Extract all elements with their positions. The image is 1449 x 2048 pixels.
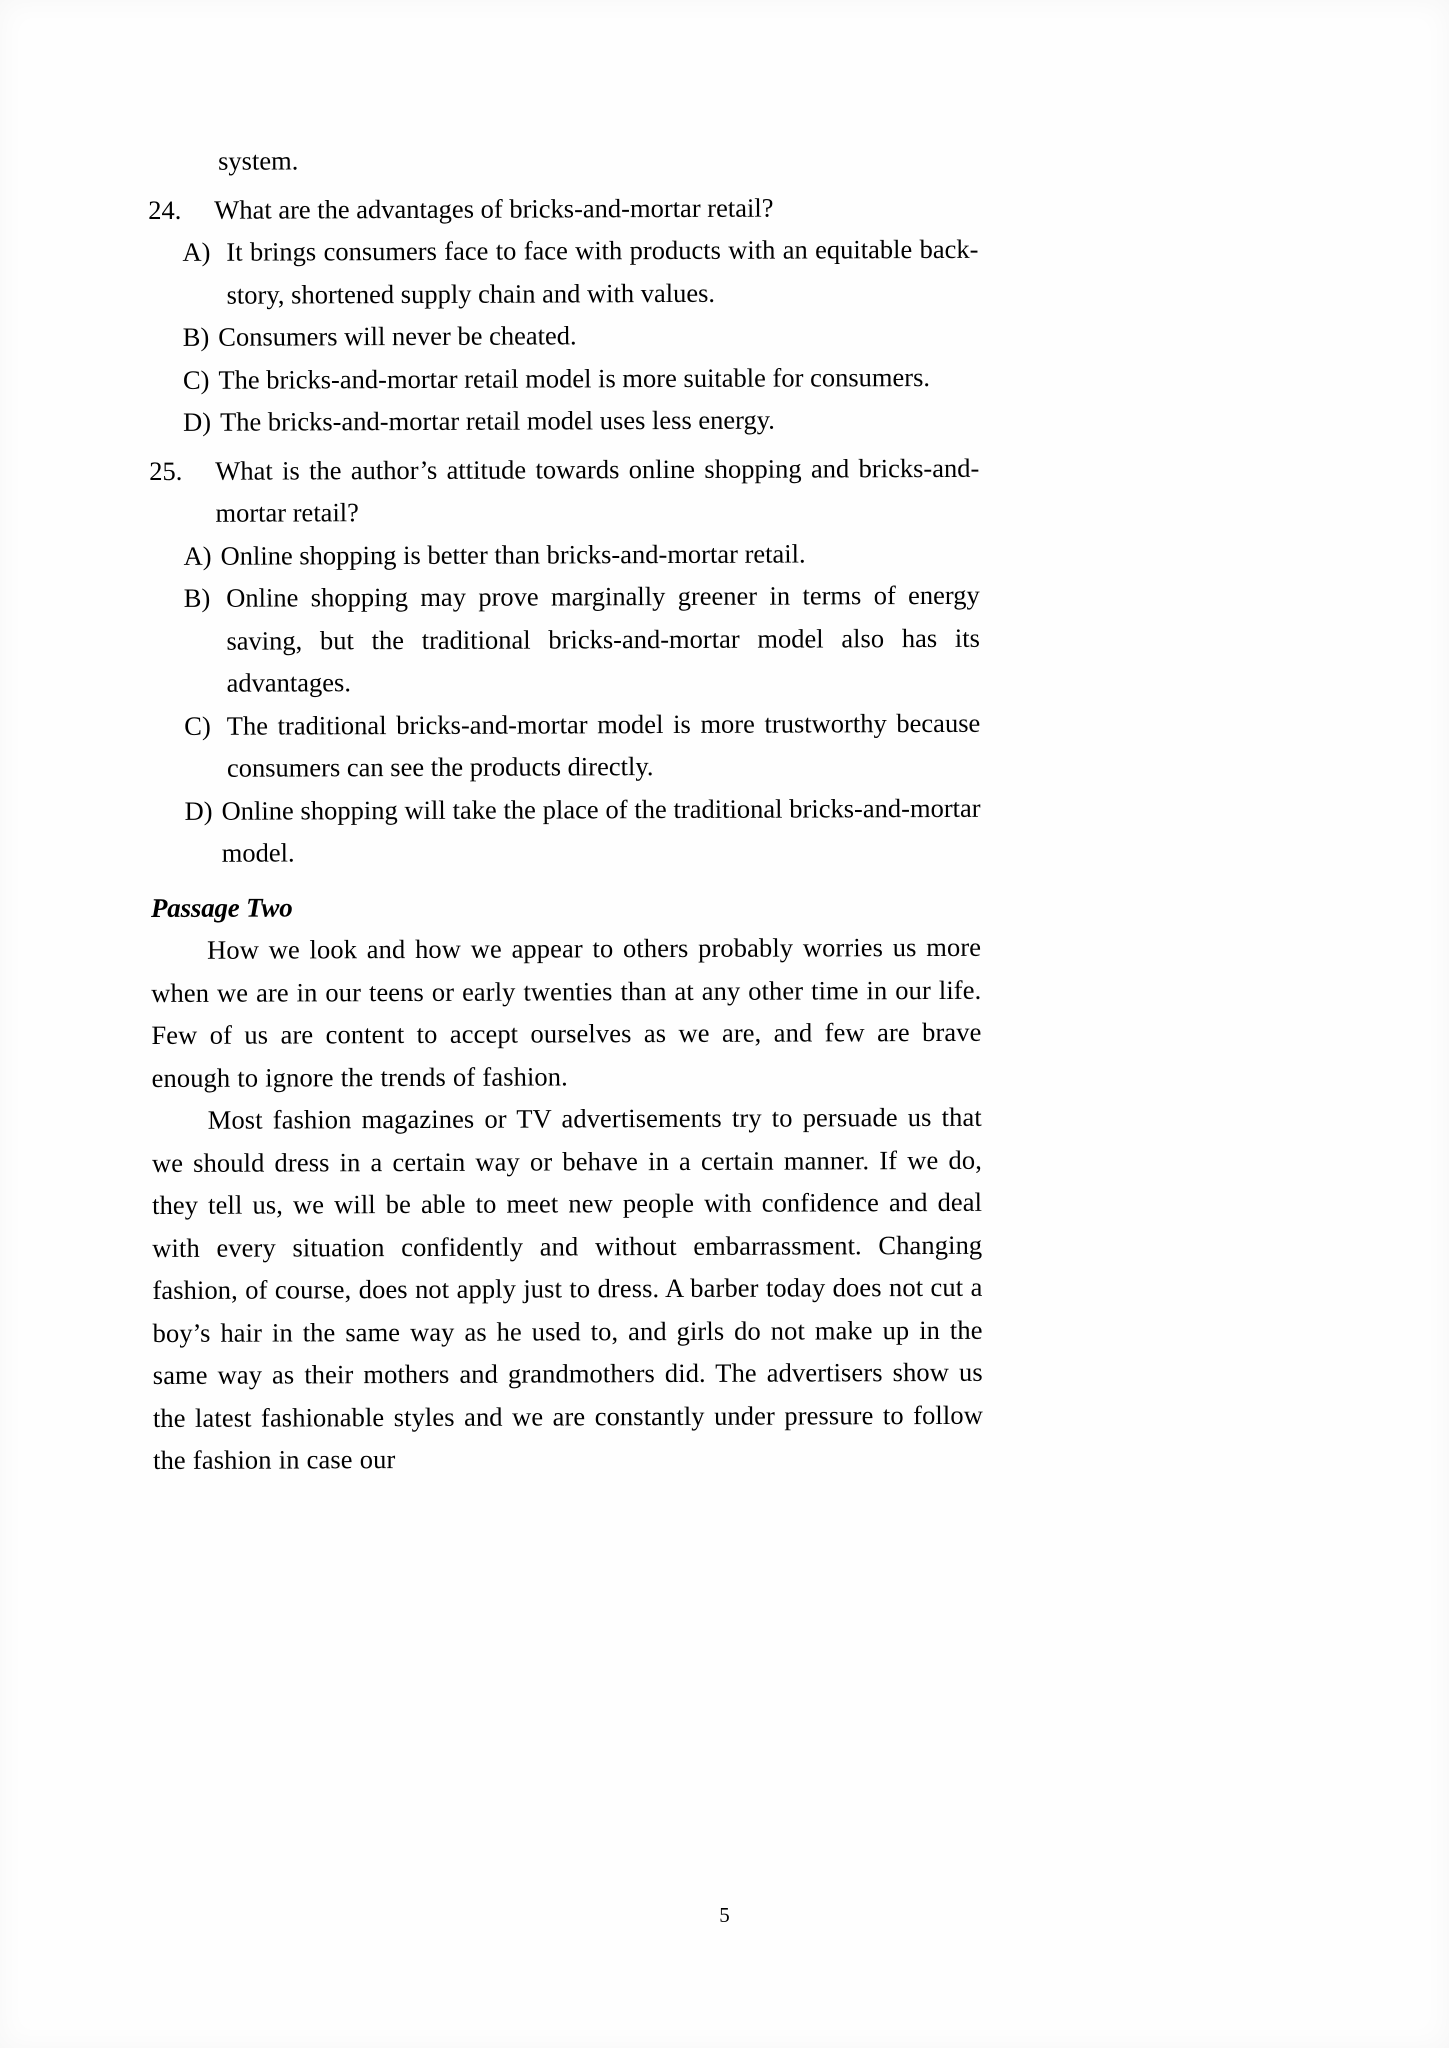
option-25-a[interactable] xyxy=(184,531,980,577)
option-text: Consumers will never be cheated. xyxy=(218,320,577,352)
option-letter: D) xyxy=(184,795,213,826)
question-text: What are the advantages of bricks-and-mortar retail? xyxy=(214,192,774,225)
option-24-b[interactable] xyxy=(183,313,979,359)
option-24-a[interactable] xyxy=(182,228,978,316)
question-number: 24. xyxy=(148,194,182,225)
question-item-24 xyxy=(148,185,978,231)
continuation-line: system. xyxy=(218,145,299,176)
option-25-d[interactable] xyxy=(184,786,980,874)
option-text: The bricks-and-mortar retail model uses less energy. xyxy=(219,404,775,437)
option-letter: C) xyxy=(182,364,210,395)
question-number: 25. xyxy=(149,455,183,486)
passage-heading: Passage Two xyxy=(150,891,293,923)
option-letter: A) xyxy=(183,540,212,571)
question-item-25 xyxy=(149,446,979,534)
option-text: The traditional bricks-and-mortar model is more trustworthy because consumers can see the products directly. xyxy=(226,707,981,783)
passage-paragraph: How we look and how we appear to others probably worries us more when we are in our teens or early twenties than at any other time in our life. Few of us are content to accept ourselves as we are, and few are brave enough to ignore the trends of fashion. xyxy=(151,931,982,1093)
option-25-b[interactable] xyxy=(184,574,980,705)
option-25-c[interactable] xyxy=(184,701,980,789)
page-content xyxy=(148,137,983,1482)
option-text: Online shopping will take the place of the traditional bricks-and-mortar model. xyxy=(221,792,981,868)
option-letter: D) xyxy=(183,406,212,437)
option-letter: B) xyxy=(183,582,211,613)
option-24-d[interactable] xyxy=(183,398,979,444)
option-letter: B) xyxy=(182,321,210,352)
option-text: Online shopping may prove marginally greener in terms of energy saving, but the traditional bricks-and-mortar model also has its advantages. xyxy=(226,579,980,698)
option-text: The bricks-and-mortar retail model is more suitable for consumers. xyxy=(218,361,931,395)
page-number: 5 xyxy=(719,1903,730,1927)
option-24-c[interactable] xyxy=(183,355,979,401)
passage-paragraph: Most fashion magazines or TV advertisements try to persuade us that we should dress in a certain way or behave in a certain manner. If we do, they tell us, we will be able to meet new people with confidence and deal with every situation confidently and without embarrassment. Changing fashion, of course, does not apply just to dress. A barber today does not cut a boy’s hair in the same way as he used to, and girls do not make up in the same way as their mothers and grandmothers did. The advertisers show us the latest fashionable styles and we are constantly under pressure to follow the fashion in case our xyxy=(151,1101,983,1475)
option-text: Online shopping is better than bricks-and-mortar retail. xyxy=(220,537,806,571)
option-letter: A) xyxy=(182,236,211,267)
question-text: What is the author’s attitude towards online shopping and bricks-and-mortar retail? xyxy=(215,452,980,528)
option-text: It brings consumers face to face with products with an equitable back-story, shortened supply chain and with values. xyxy=(226,233,979,310)
option-letter: C) xyxy=(184,710,211,741)
